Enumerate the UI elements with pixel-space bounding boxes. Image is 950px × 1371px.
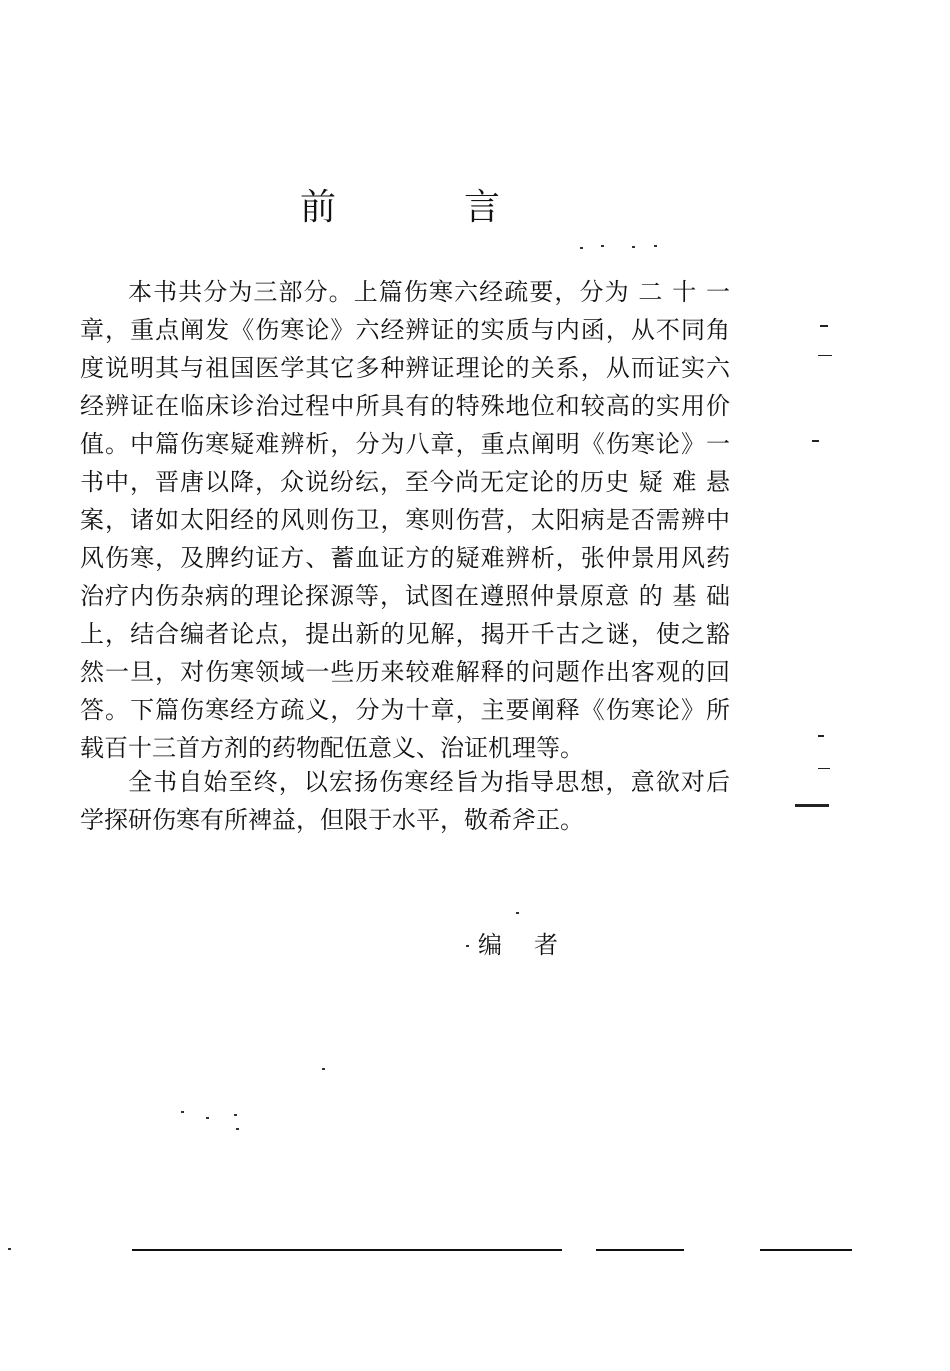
title-char: 前 [300,187,337,228]
scan-mark [818,355,832,356]
text-line: 值。中篇伤寒疑难辨析，分为八章，重点阐明《伤寒论》一 [80,430,730,458]
scan-speck [236,1128,239,1130]
text-line: 风伤寒，及脾约证方、蓄血证方的疑难辨析，张仲景用风药 [80,544,730,572]
scan-speck [580,247,583,249]
scan-speck [601,245,604,247]
scan-speck [8,1248,11,1250]
bottom-rule [760,1249,852,1251]
scan-mark [812,440,819,442]
scan-speck [466,945,469,947]
scan-speck [322,1068,325,1070]
scan-speck [654,245,657,247]
text-line: 本书共分为三部分。上篇伤寒六经疏要，分为 二 十 一 [128,278,730,306]
text-line: 经辨证在临床诊治过程中所具有的特殊地位和较高的实用价 [80,392,730,420]
signature-char: 者 [534,931,558,959]
text-line: 治疗内伤杂病的理论探源等，试图在遵照仲景原意 的 基 础 [80,582,730,610]
text-line: 书中，晋唐以降，众说纷纭，至今尚无定论的历史 疑 难 悬 [80,468,730,496]
text-line: 全书自始至终，以宏扬伤寒经旨为指导思想，意欲对后 [128,768,730,796]
text-line: 载百十三首方剂的药物配伍意义、治证机理等。 [80,734,584,762]
text-line: 章，重点阐发《伤寒论》六经辨证的实质与内函，从不同角 [80,316,730,344]
scan-speck [206,1117,209,1119]
text-line: 答。下篇伤寒经方疏义，分为十章，主要阐释《伤寒论》所 [80,696,730,724]
page-title [300,183,500,233]
scan-mark [820,325,828,327]
bottom-rule [596,1249,684,1251]
scan-mark [818,735,824,737]
scan-mark [818,768,830,769]
text-line: 然一旦，对伤寒领域一些历来较难解释的问题作出客观的回 [80,658,730,686]
scan-speck [181,1111,184,1113]
author-signature [478,927,558,963]
signature-char: 编 [478,931,502,959]
text-line: 案，诸如太阳经的风则伤卫，寒则伤营，太阳病是否需辨中 [80,506,730,534]
scan-speck [234,1114,237,1116]
bottom-rule [132,1249,562,1251]
scan-speck [632,246,635,248]
title-char: 言 [463,187,500,228]
scan-speck [516,912,519,914]
text-line: 度说明其与祖国医学其它多种辨证理论的关系，从而证实六 [80,354,730,382]
text-line: 学探研伤寒有所裨益，但限于水平，敬希斧正。 [80,806,584,834]
scan-mark [795,804,829,807]
text-line: 上，结合编者论点，提出新的见解，揭开千古之谜，使之豁 [80,620,730,648]
